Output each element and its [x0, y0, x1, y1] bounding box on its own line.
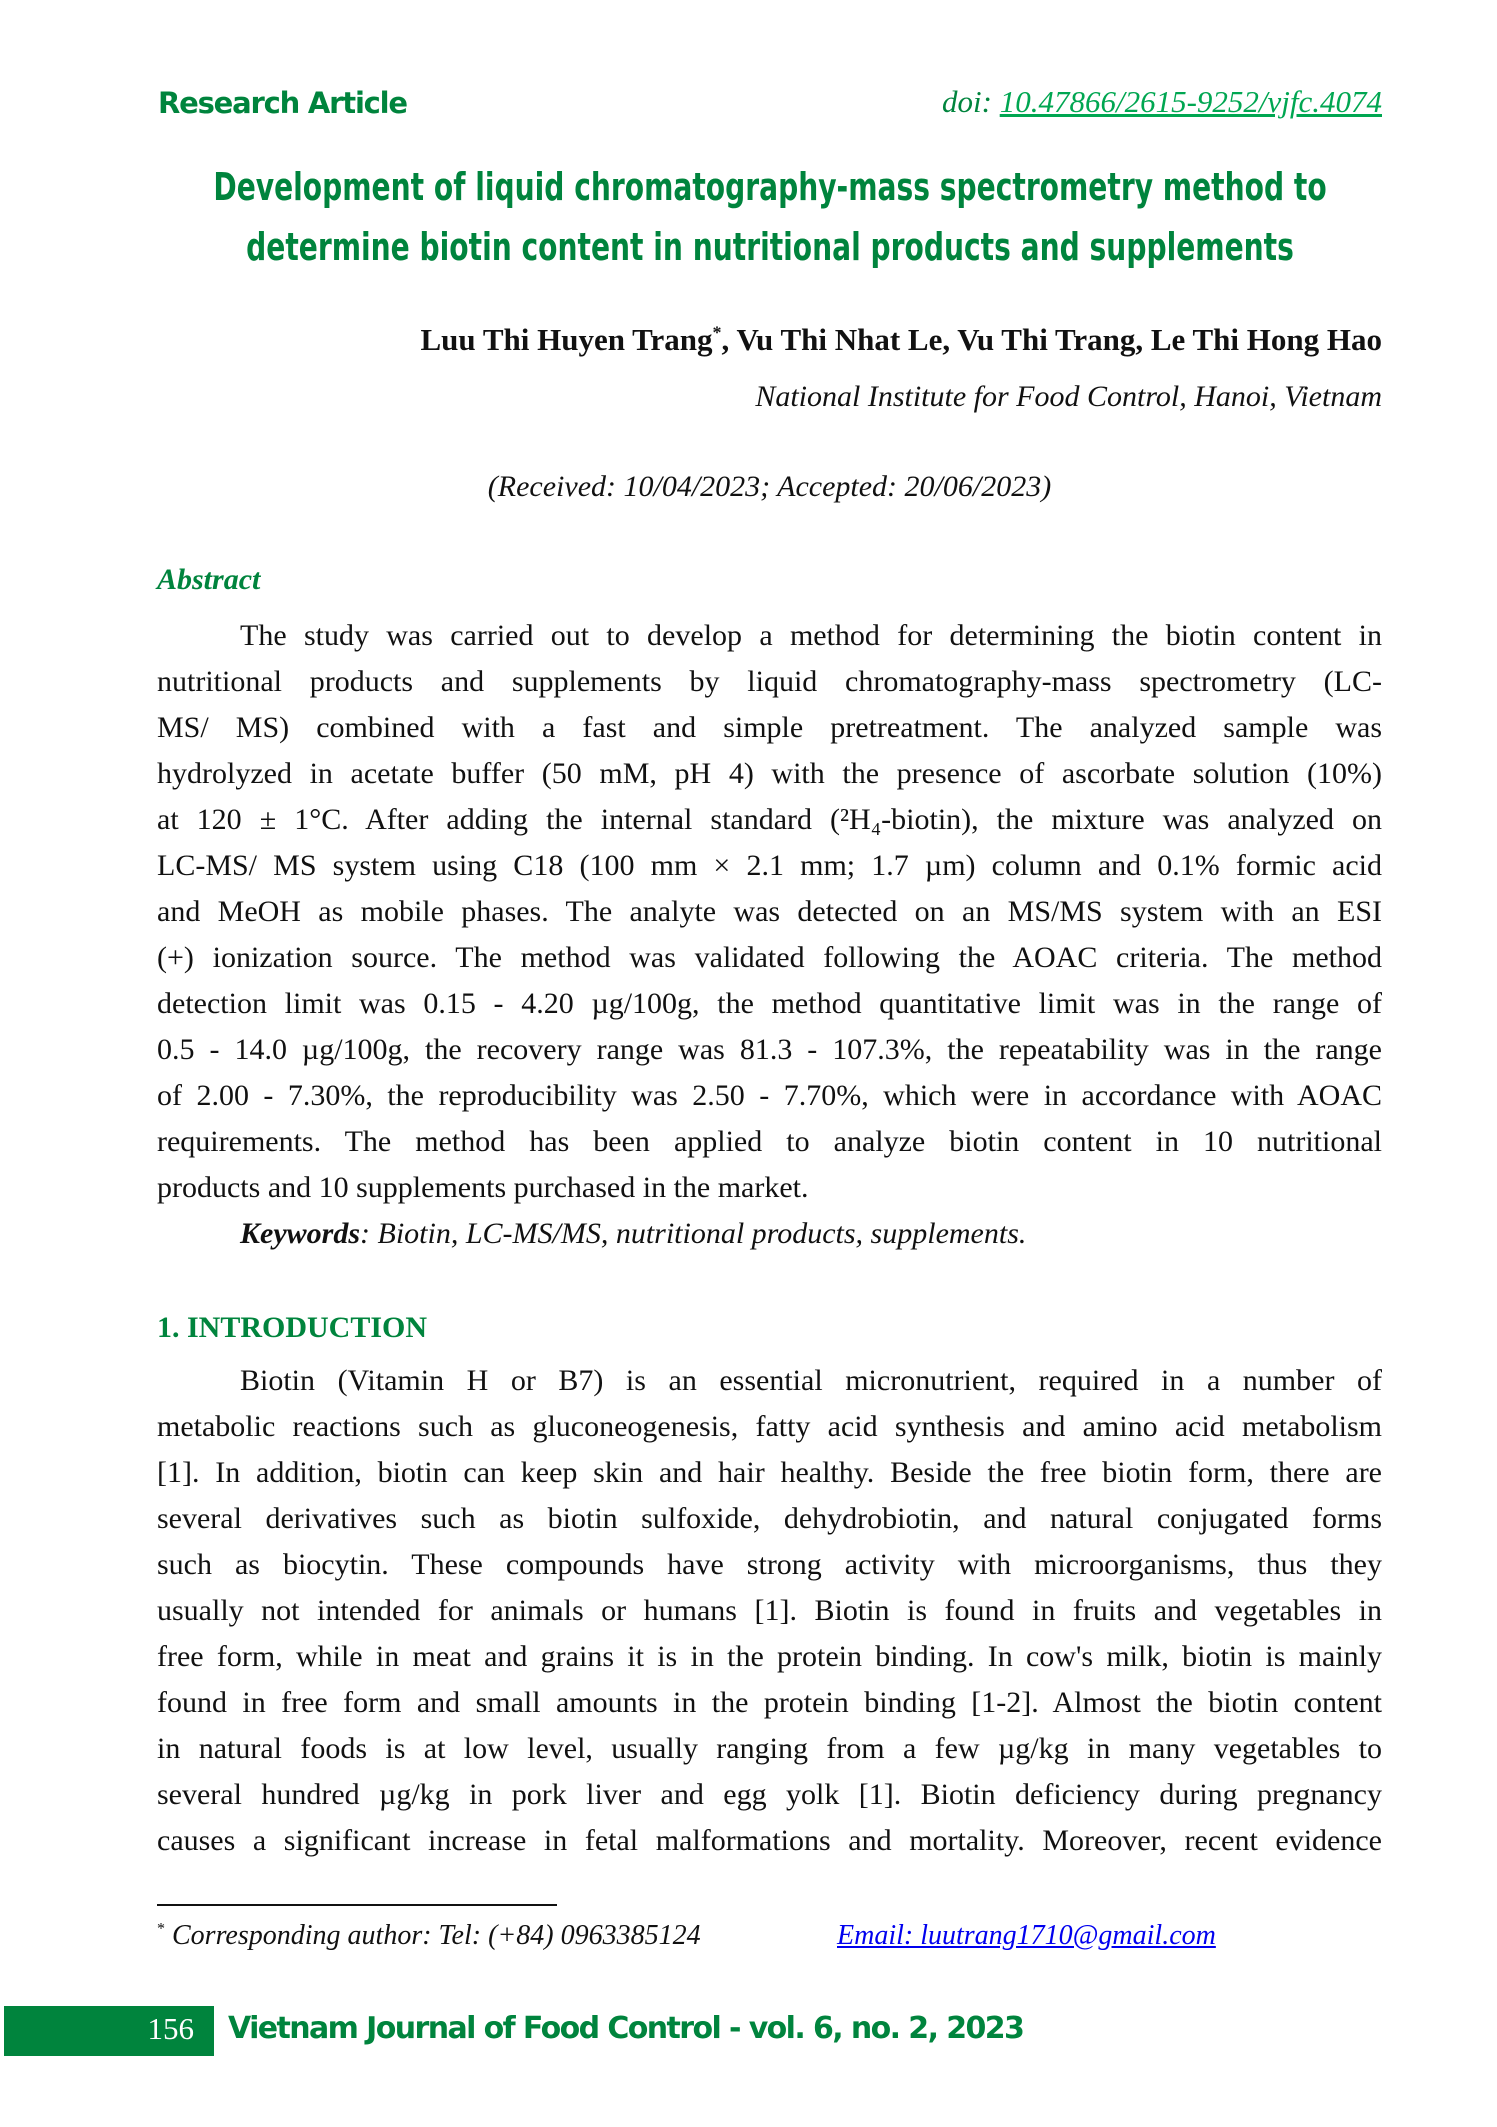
intro-line: [1]. In addition, biotin can keep skin and hair healthy. Beside the free biotin form, there are: [157, 1456, 1382, 1489]
abstract-line: The study was carried out to develop a method for determining the biotin content in: [240, 619, 1382, 652]
footnote-mark: *: [157, 1920, 165, 1938]
introduction-body: [157, 1358, 1382, 1864]
corresponding-author: Luu Thi Huyen Trang: [420, 322, 713, 357]
section-heading-introduction: 1. INTRODUCTION: [157, 1311, 428, 1344]
intro-line: metabolic reactions such as gluconeogenesis, fatty acid synthesis and amino acid metabolism: [157, 1410, 1382, 1443]
article-type-label: Research Article: [158, 86, 407, 120]
abstract-heading: Abstract: [157, 563, 261, 596]
footnote-text: Corresponding author: Tel: (+84) 0963385124: [165, 1920, 701, 1951]
footnote-divider: [157, 1904, 557, 1906]
keywords-label: Keywords: [240, 1217, 360, 1250]
intro-line: found in free form and small amounts in the protein binding [1-2]. Almost the biotin content: [157, 1686, 1382, 1719]
intro-line: several derivatives such as biotin sulfoxide, dehydrobiotin, and natural conjugated forms: [157, 1502, 1382, 1535]
intro-line: Biotin (Vitamin H or B7) is an essential micronutrient, required in a number of: [240, 1364, 1382, 1397]
author-list: [420, 322, 1382, 358]
intro-line: in natural foods is at low level, usually ranging from a few µg/kg in many vegetables to: [157, 1732, 1382, 1765]
abstract-line: LC-MS/ MS system using C18 (100 mm × 2.1 mm; 1.7 µm) column and 0.1% formic acid: [157, 849, 1382, 882]
abstract-line: and MeOH as mobile phases. The analyte was detected on an MS/MS system with an ESI: [157, 895, 1382, 928]
keywords-text: : Biotin, LC-MS/MS, nutritional products, supplements.: [360, 1217, 1027, 1250]
abstract-line: nutritional products and supplements by liquid chromatography-mass spectrometry (LC-: [157, 665, 1382, 698]
intro-line: such as biocytin. These compounds have strong activity with microorganisms, thus they: [157, 1548, 1382, 1581]
abstract-line: requirements. The method has been applied to analyze biotin content in 10 nutritional: [157, 1125, 1382, 1158]
journal-name: Vietnam Journal of Food Control - vol. 6, no. 2, 2023: [228, 2011, 1024, 2046]
abstract-line: of 2.00 - 7.30%, the reproducibility was 2.50 - 7.70%, which were in accordance with AOAC: [157, 1079, 1382, 1112]
intro-line: several hundred µg/kg in pork liver and egg yolk [1]. Biotin deficiency during pregnancy: [157, 1778, 1382, 1811]
intro-line: usually not intended for animals or humans [1]. Biotin is found in fruits and vegetables in: [157, 1594, 1382, 1627]
affiliation: National Institute for Food Control, Hanoi, Vietnam: [755, 380, 1382, 413]
keywords: [157, 1211, 1382, 1257]
paper-title-line-1: Development of liquid chromatography-mass spectrometry method to: [213, 165, 1327, 209]
corresponding-mark: *: [712, 322, 722, 343]
doi-label: doi:: [942, 84, 1000, 119]
abstract-line: MS/ MS) combined with a fast and simple pretreatment. The analyzed sample was: [157, 711, 1382, 744]
paper-title-line-2: determine biotin content in nutritional products and supplements: [246, 225, 1294, 269]
co-authors: , Vu Thi Nhat Le, Vu Thi Trang, Le Thi Hong Hao: [721, 322, 1382, 357]
abstract-body: [157, 613, 1382, 1257]
page-number-box: [4, 2006, 214, 2056]
doi-link[interactable]: 10.47866/2615-9252/vjfc.4074: [999, 84, 1382, 119]
email-link[interactable]: Email: luutrang1710@gmail.com: [837, 1920, 1216, 1951]
intro-line: causes a significant increase in fetal malformations and mortality. Moreover, recent evidence: [157, 1824, 1382, 1857]
received-accepted-dates: (Received: 10/04/2023; Accepted: 20/06/2023): [487, 470, 1052, 503]
footnote: [157, 1920, 701, 1952]
abstract-line: at 120 ± 1°C. After adding the internal standard (²H₄-biotin), the mixture was analyzed on: [157, 803, 1382, 836]
intro-line: free form, while in meat and grains it is in the protein binding. In cow's milk, biotin is mainly: [157, 1640, 1382, 1673]
abstract-line: 0.5 - 14.0 µg/100g, the recovery range was 81.3 - 107.3%, the repeatability was in the range: [157, 1033, 1382, 1066]
abstract-line: hydrolyzed in acetate buffer (50 mM, pH 4) with the presence of ascorbate solution (10%): [157, 757, 1382, 790]
page-number: 156: [147, 2011, 194, 2046]
abstract-line: detection limit was 0.15 - 4.20 µg/100g, the method quantitative limit was in the range of: [157, 987, 1382, 1020]
abstract-line: (+) ionization source. The method was validated following the AOAC criteria. The method: [157, 941, 1382, 974]
doi: [942, 84, 1382, 120]
abstract-line: products and 10 supplements purchased in the market.: [157, 1171, 809, 1204]
